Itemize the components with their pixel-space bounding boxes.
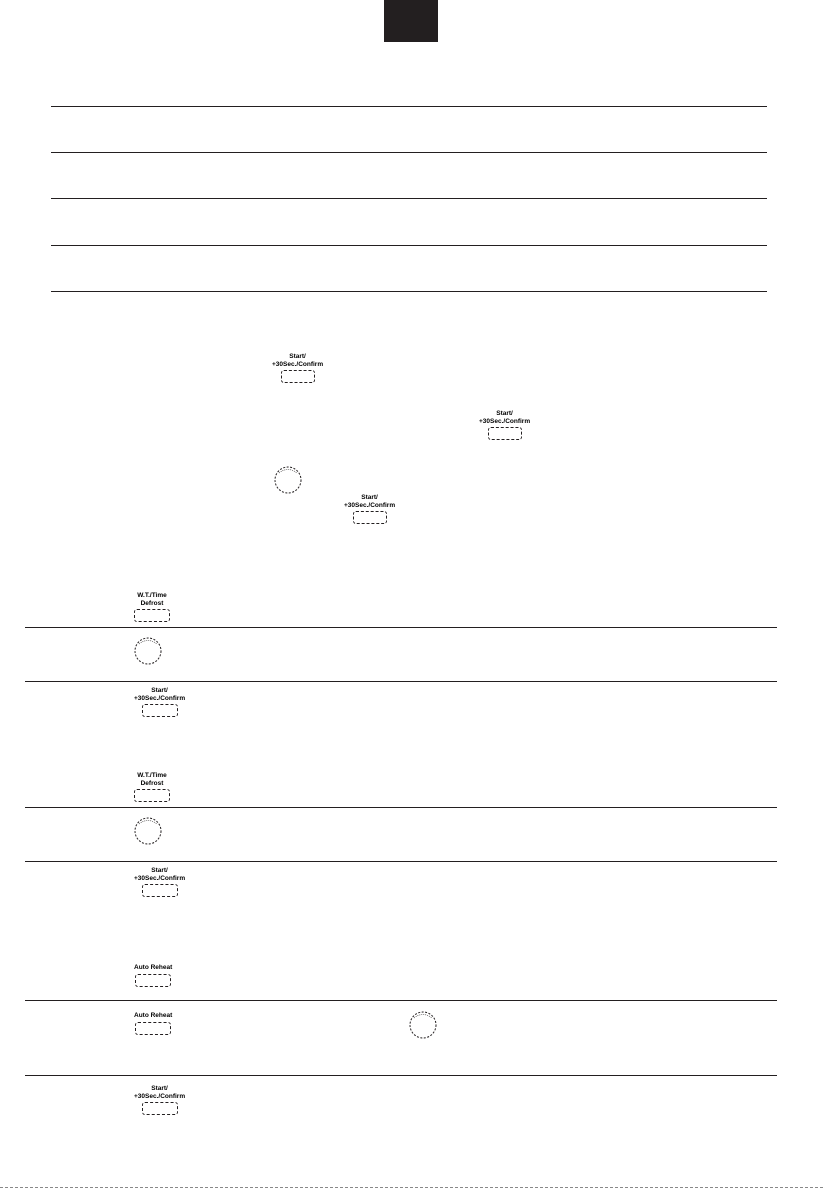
start-sub-label: +30Sec./Confirm [134, 1092, 186, 1100]
button-outline [142, 884, 178, 897]
wt-label: W.T./Time [137, 592, 167, 599]
step-rule-3 [25, 807, 777, 808]
table-rule-2 [51, 152, 767, 153]
defrost-label: Defrost [140, 779, 164, 787]
start-confirm-button-5[interactable] [134, 867, 185, 897]
page-footer-rule [0, 1187, 823, 1188]
auto-reheat-label: Auto Reheat [134, 1012, 173, 1019]
step-rule-1 [25, 627, 777, 628]
step-rule-4 [25, 861, 777, 862]
table-rule-3 [51, 198, 767, 199]
step-rule-2 [25, 681, 777, 682]
start-sub-label: +30Sec./Confirm [344, 501, 396, 509]
dial-knob-icon[interactable] [133, 636, 163, 666]
start-label: Start/ [151, 867, 168, 874]
auto-reheat-button-2[interactable] [134, 1012, 172, 1035]
table-rule-4 [51, 245, 767, 246]
button-outline [488, 427, 522, 440]
button-outline [134, 789, 170, 802]
step-rule-5 [25, 1000, 777, 1001]
start-sub-label: +30Sec./Confirm [134, 694, 186, 702]
wt-time-defrost-button-2[interactable] [134, 772, 170, 802]
button-outline [281, 370, 315, 383]
step-rule-6 [25, 1075, 777, 1076]
auto-reheat-button-1[interactable] [134, 964, 172, 987]
start-label: Start/ [496, 410, 513, 417]
button-outline [135, 1022, 171, 1035]
start-label: Start/ [151, 687, 168, 694]
defrost-label: Defrost [140, 599, 164, 607]
start-label: Start/ [151, 1085, 168, 1092]
page-tab-marker [384, 0, 438, 42]
button-outline [135, 974, 171, 987]
start-confirm-button-3[interactable] [344, 494, 395, 524]
start-sub-label: +30Sec./Confirm [479, 417, 531, 425]
table-rule-5 [51, 291, 767, 292]
dial-knob-icon[interactable] [133, 816, 163, 846]
dial-knob-icon[interactable] [273, 465, 303, 495]
start-label: Start/ [289, 353, 306, 360]
start-sub-label: +30Sec./Confirm [134, 874, 186, 882]
start-label: Start/ [361, 494, 378, 501]
button-outline [134, 609, 170, 622]
button-outline [142, 704, 178, 717]
button-outline [353, 511, 387, 524]
dial-knob-icon[interactable] [408, 1010, 438, 1040]
start-confirm-button-6[interactable] [134, 1085, 185, 1115]
auto-reheat-label: Auto Reheat [134, 964, 173, 971]
start-confirm-button-1[interactable] [272, 353, 323, 383]
wt-time-defrost-button-1[interactable] [134, 592, 170, 622]
start-sub-label: +30Sec./Confirm [272, 360, 324, 368]
table-rule-1 [51, 106, 767, 107]
button-outline [142, 1102, 178, 1115]
wt-label: W.T./Time [137, 772, 167, 779]
start-confirm-button-2[interactable] [479, 410, 530, 440]
start-confirm-button-4[interactable] [134, 687, 185, 717]
